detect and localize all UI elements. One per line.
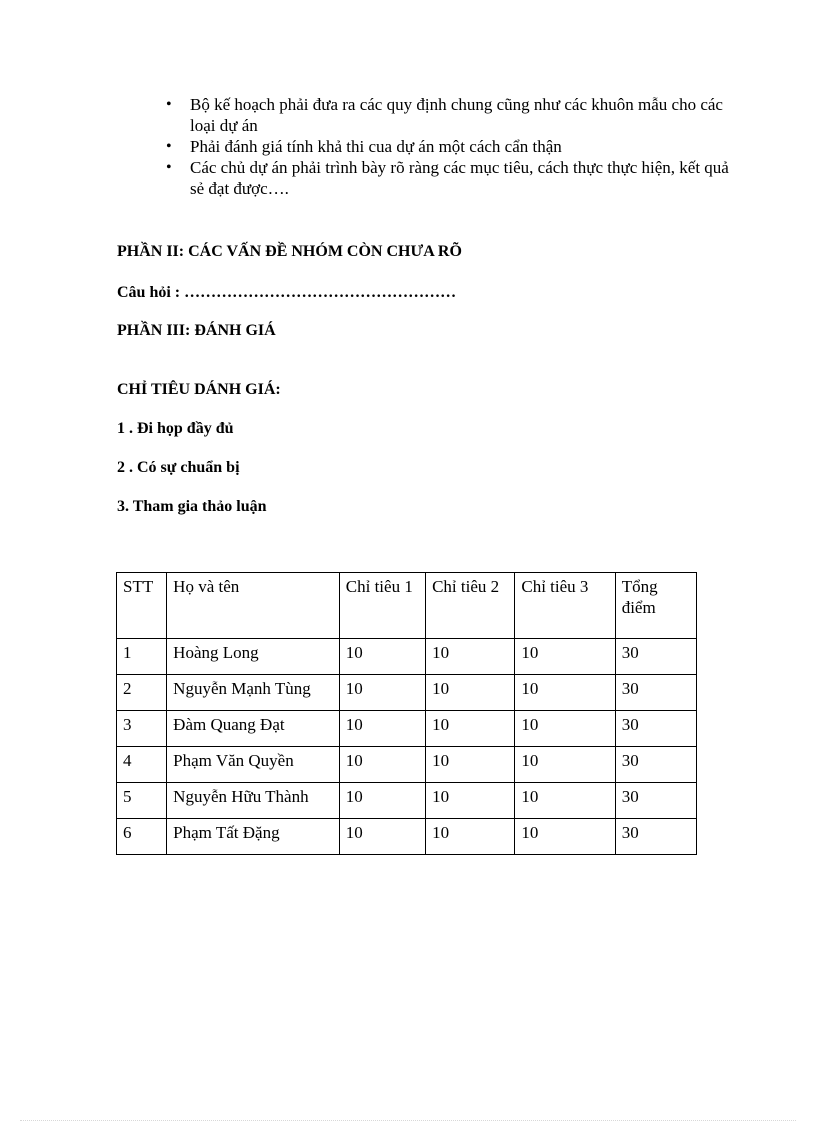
cell-criterion-1: 10 xyxy=(339,783,425,819)
cell-criterion-3: 10 xyxy=(515,747,615,783)
cell-total: 30 xyxy=(615,783,696,819)
cell-stt: 6 xyxy=(117,819,167,855)
cell-total: 30 xyxy=(615,747,696,783)
header-criterion-1: Chỉ tiêu 1 xyxy=(339,573,425,639)
criterion-3: 3. Tham gia thảo luận xyxy=(117,498,267,515)
cell-criterion-3: 10 xyxy=(515,711,615,747)
part3-heading: PHẦN III: ĐÁNH GIÁ xyxy=(117,322,276,339)
cell-criterion-3: 10 xyxy=(515,639,615,675)
table-row xyxy=(117,639,697,675)
header-stt: STT xyxy=(117,573,167,639)
cell-stt: 2 xyxy=(117,675,167,711)
part2-heading: PHẦN II: CÁC VẤN ĐỀ NHÓM CÒN CHƯA RÕ xyxy=(117,243,462,260)
cell-stt: 5 xyxy=(117,783,167,819)
bullet-item: • Phải đánh giá tính khả thi cua dự án một cách cẩn thận xyxy=(190,136,746,157)
cell-criterion-2: 10 xyxy=(426,783,515,819)
table-row xyxy=(117,711,697,747)
requirements-list xyxy=(190,94,746,199)
cell-criterion-2: 10 xyxy=(426,711,515,747)
table-header-row xyxy=(117,573,697,639)
bullet-item: • Bộ kế hoạch phải đưa ra các quy định chung cũng như các khuôn mẫu cho các loại dự án xyxy=(190,94,746,136)
header-total: Tổng điểm xyxy=(615,573,696,639)
page-bottom-divider xyxy=(20,1120,796,1121)
question-line: Câu hỏi : …………………………………………… xyxy=(117,284,457,301)
table-row xyxy=(117,747,697,783)
cell-total: 30 xyxy=(615,675,696,711)
cell-total: 30 xyxy=(615,819,696,855)
table-row xyxy=(117,675,697,711)
cell-criterion-1: 10 xyxy=(339,747,425,783)
cell-criterion-1: 10 xyxy=(339,711,425,747)
cell-name: Hoàng Long xyxy=(167,639,340,675)
cell-criterion-2: 10 xyxy=(426,639,515,675)
cell-criterion-1: 10 xyxy=(339,819,425,855)
cell-criterion-3: 10 xyxy=(515,675,615,711)
cell-name: Phạm Tất Đặng xyxy=(167,819,340,855)
cell-name: Phạm Văn Quyền xyxy=(167,747,340,783)
cell-criterion-2: 10 xyxy=(426,747,515,783)
cell-criterion-2: 10 xyxy=(426,819,515,855)
header-criterion-3: Chỉ tiêu 3 xyxy=(515,573,615,639)
cell-criterion-3: 10 xyxy=(515,819,615,855)
header-name: Họ và tên xyxy=(167,573,340,639)
cell-stt: 1 xyxy=(117,639,167,675)
cell-total: 30 xyxy=(615,639,696,675)
cell-criterion-3: 10 xyxy=(515,783,615,819)
table-row xyxy=(117,783,697,819)
header-criterion-2: Chỉ tiêu 2 xyxy=(426,573,515,639)
cell-name: Nguyễn Mạnh Tùng xyxy=(167,675,340,711)
cell-total: 30 xyxy=(615,711,696,747)
table-row xyxy=(117,819,697,855)
bullet-item: • Các chủ dự án phải trình bày rõ ràng các mục tiêu, cách thực thực hiện, kết quả sẻ đạt được…. xyxy=(190,157,746,199)
cell-criterion-2: 10 xyxy=(426,675,515,711)
criterion-2: 2 . Có sự chuẩn bị xyxy=(117,459,240,476)
criterion-1: 1 . Đi họp đầy đủ xyxy=(117,420,234,437)
cell-criterion-1: 10 xyxy=(339,639,425,675)
cell-name: Đàm Quang Đạt xyxy=(167,711,340,747)
cell-stt: 3 xyxy=(117,711,167,747)
cell-criterion-1: 10 xyxy=(339,675,425,711)
cell-stt: 4 xyxy=(117,747,167,783)
cell-name: Nguyễn Hữu Thành xyxy=(167,783,340,819)
grades-table xyxy=(116,572,697,855)
criteria-heading: CHỈ TIÊU DÁNH GIÁ: xyxy=(117,381,281,398)
